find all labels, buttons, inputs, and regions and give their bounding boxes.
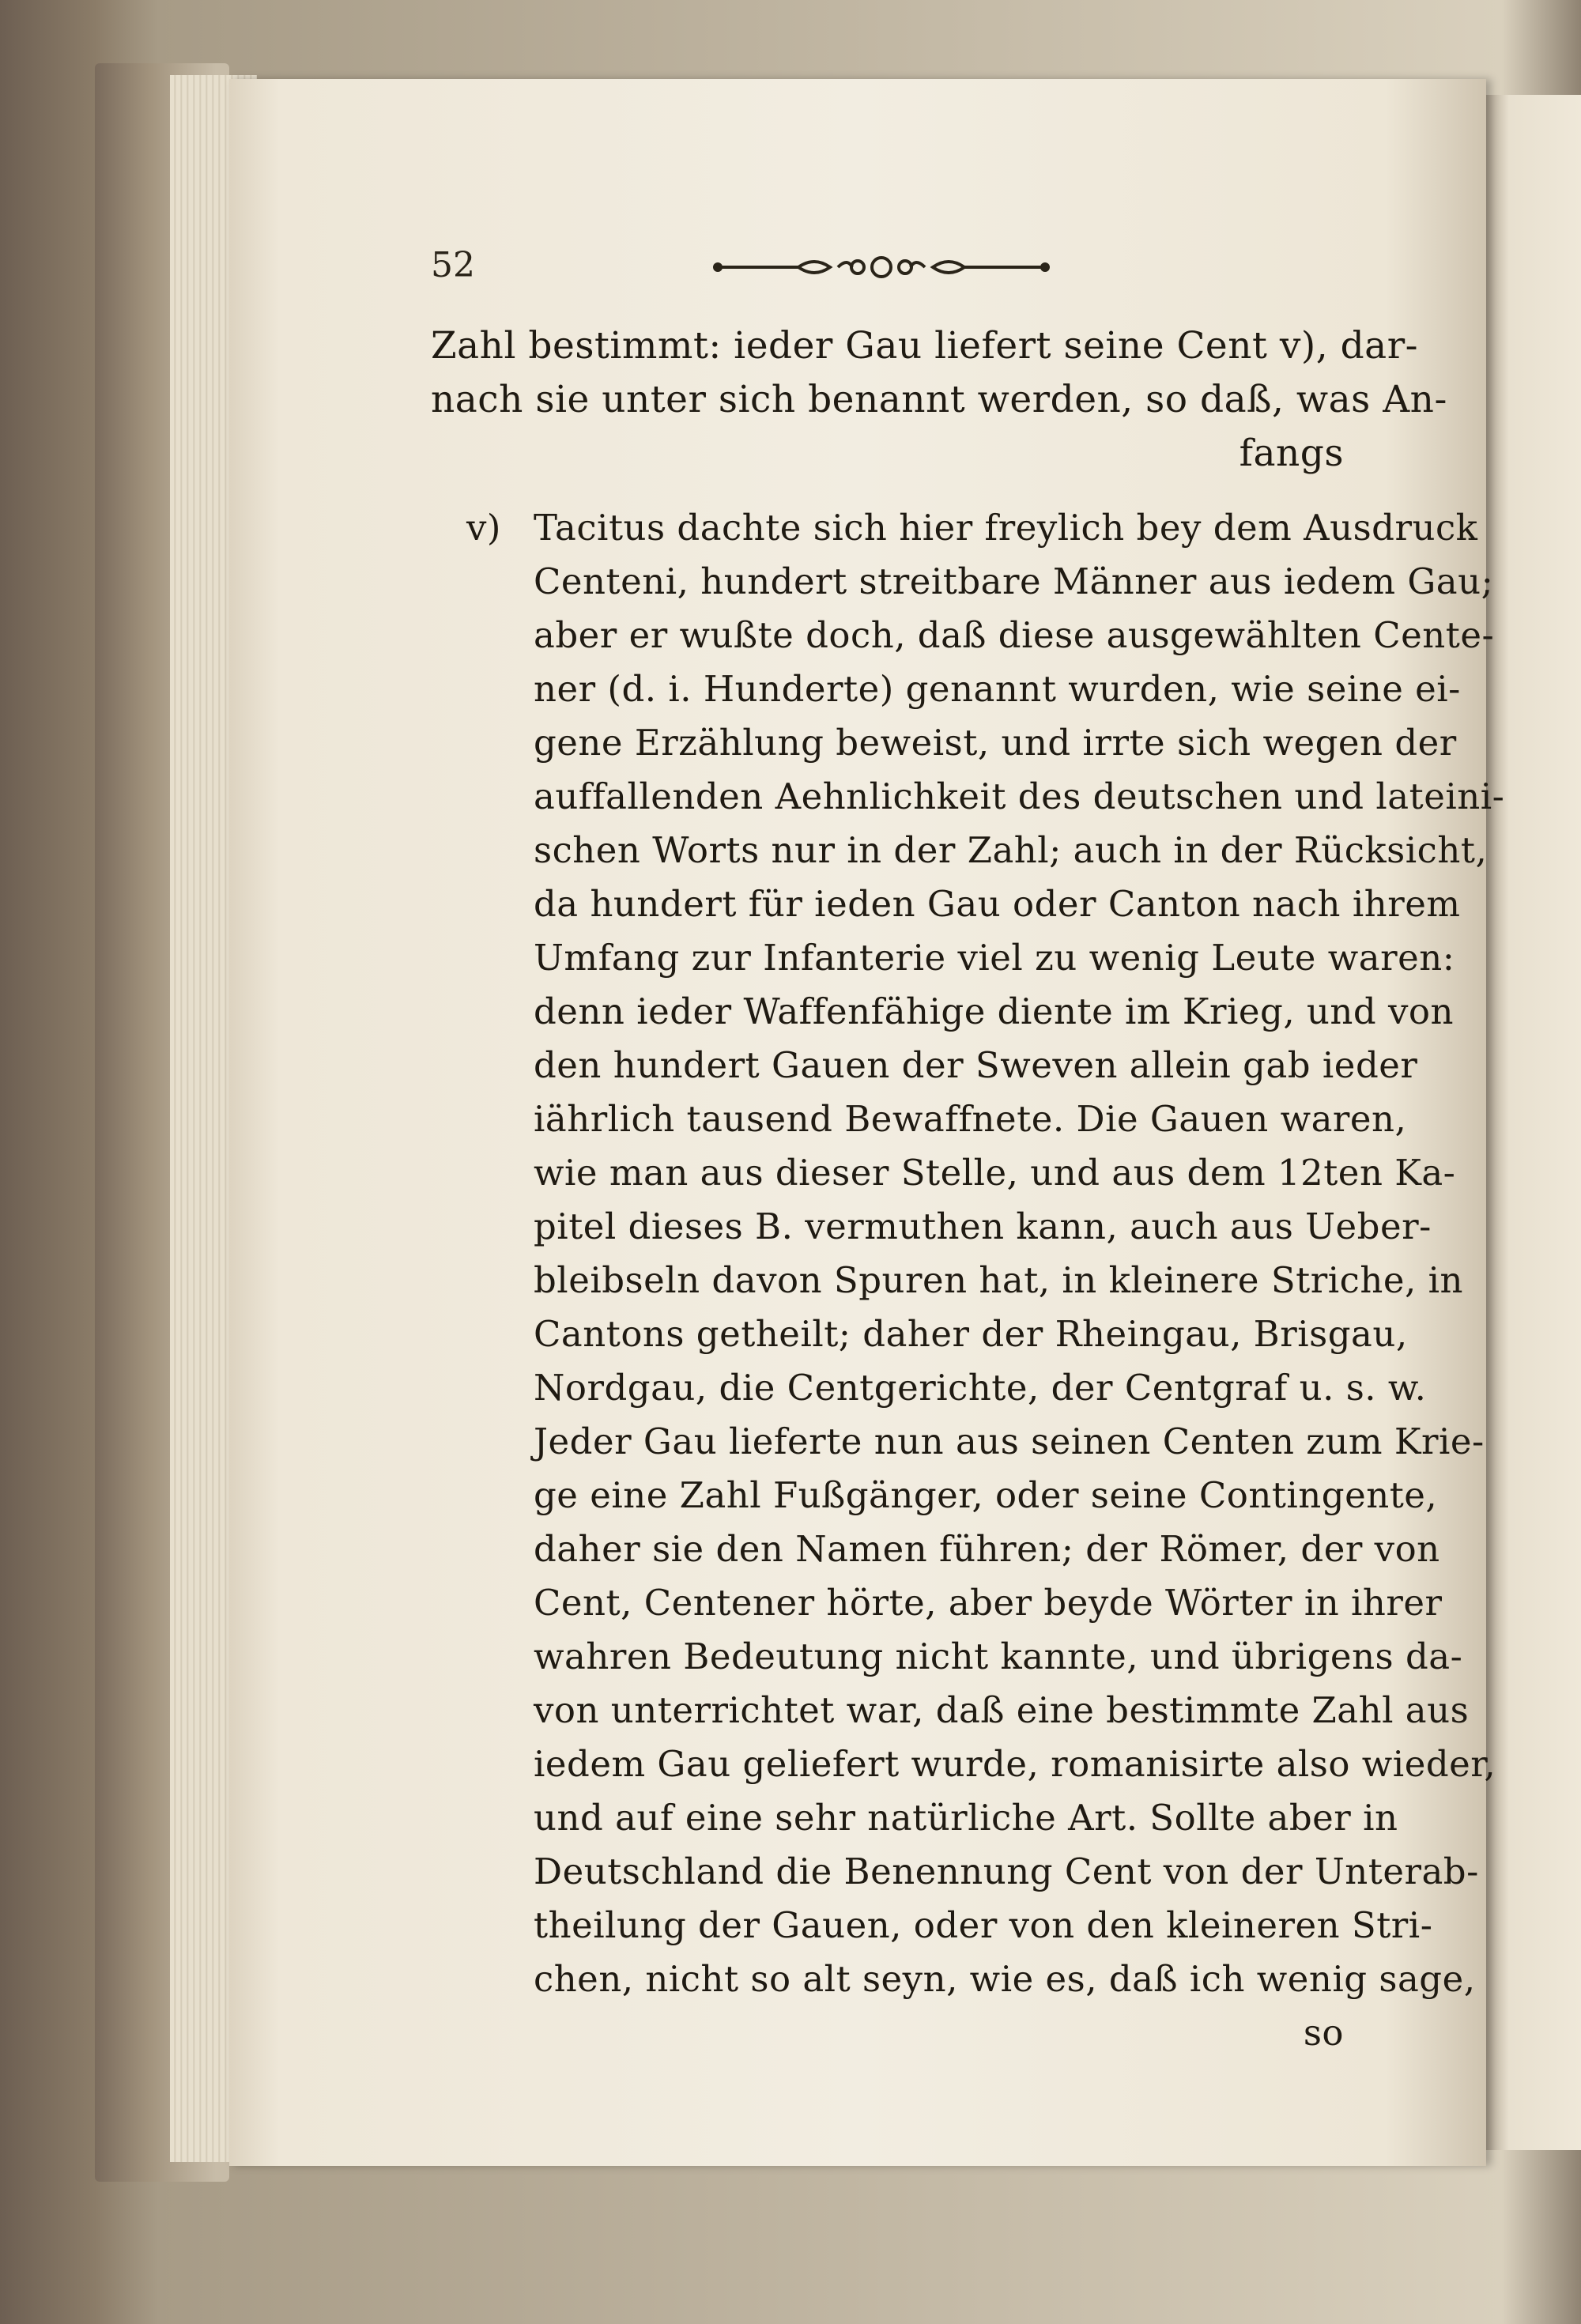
footnote-line: aber er wußte doch, daß diese ausgewählten Cente-: [534, 614, 1495, 656]
footnote-marker: v): [466, 507, 501, 549]
footnote-line: wahren Bedeutung nicht kannte, und übrigens da-: [534, 1635, 1463, 1677]
footnote-line: Centeni, hundert streitbare Männer aus iedem Gau;: [534, 560, 1494, 602]
footnote-line: bleibseln davon Spuren hat, in kleinere Striche, in: [534, 1259, 1463, 1301]
footnote-line: da hundert für ieden Gau oder Canton nach ihrem: [534, 883, 1461, 925]
footnote-line: iedem Gau geliefert wurde, romanisirte also wieder,: [534, 1743, 1496, 1785]
footnote-line: Umfang zur Infanterie viel zu wenig Leute waren:: [534, 937, 1455, 979]
header-ornament: [711, 251, 1051, 283]
footnote-line: wie man aus dieser Stelle, und aus dem 12ten Ka-: [534, 1152, 1456, 1194]
footnote-line: daher sie den Namen führen; der Römer, der von: [534, 1528, 1440, 1570]
footnote-line: Cent, Centener hörte, aber beyde Wörter in ihrer: [534, 1582, 1443, 1624]
footnote-line: theilung der Gauen, oder von den kleineren Stri-: [534, 1904, 1433, 1946]
footnote-line: ner (d. i. Hunderte) genannt wurden, wie seine ei-: [534, 668, 1461, 710]
footnote-line: Cantons getheilt; daher der Rheingau, Brisgau,: [534, 1313, 1408, 1355]
facing-page-edge: [1478, 95, 1581, 2150]
footnote-line: schen Worts nur in der Zahl; auch in der Rücksicht,: [534, 829, 1488, 871]
body-line-1: Zahl bestimmt: ieder Gau liefert seine Cent v), dar-: [431, 324, 1419, 368]
footnote-line: denn ieder Waffenfähige diente im Krieg, und von: [534, 990, 1455, 1032]
footnote-line: von unterrichtet war, daß eine bestimmte Zahl aus: [534, 1689, 1470, 1731]
footnote-line: iährlich tausend Bewaffnete. Die Gauen waren,: [534, 1098, 1407, 1140]
footnote-line: gene Erzählung beweist, und irrte sich wegen der: [534, 722, 1457, 764]
footnote-line: auffallenden Aehnlichkeit des deutschen und lateini-: [534, 775, 1505, 817]
footnote-line: Jeder Gau lieferte nun aus seinen Centen zum Krie-: [534, 1420, 1485, 1462]
footnote-line: Nordgau, die Centgerichte, der Centgraf u. s. w.: [534, 1367, 1427, 1409]
footnote-line: Deutschland die Benennung Cent von der Unterab-: [534, 1851, 1479, 1892]
body-catchword: fangs: [1239, 432, 1344, 475]
footnote-line: den hundert Gauen der Sweven allein gab ieder: [534, 1044, 1418, 1086]
footnote-line: pitel dieses B. vermuthen kann, auch aus Ueber-: [534, 1205, 1432, 1247]
footnote-line: ge eine Zahl Fußgänger, oder seine Contingente,: [534, 1474, 1438, 1516]
footnote-line: chen, nicht so alt seyn, wie es, daß ich wenig sage,: [534, 1958, 1476, 2000]
footnote-line: und auf eine sehr natürliche Art. Sollte aber in: [534, 1797, 1398, 1839]
page-number: 52: [431, 245, 475, 285]
body-line-2: nach sie unter sich benannt werden, so daß, was An-: [431, 378, 1447, 421]
footnote-catchword: so: [1303, 2012, 1344, 2054]
footnote-line: Tacitus dachte sich hier freylich bey dem Ausdruck: [534, 507, 1478, 549]
